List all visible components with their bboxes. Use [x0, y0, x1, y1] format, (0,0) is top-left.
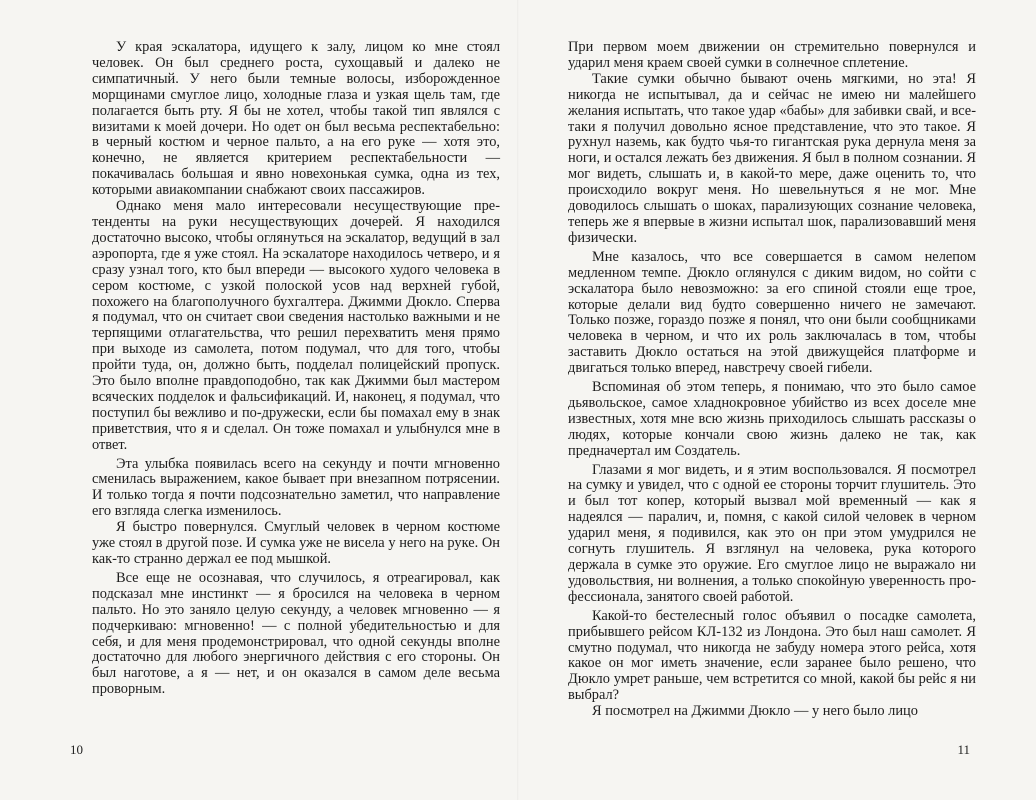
paragraph: Я посмотрел на Джимми Дюкло — у него было лицо [592, 703, 918, 720]
paragraph: Какой-то бестелесный голос объявил о посадке самолета, прибывшего рейсом КЛ-132 из Лондона. Это был наш самолет. Я смутно подумал, что никогда не забуду номера этого рейса, хотя какое он мог иметь значение, если заранее было решено, что Дюкло умрет раньше, чем встретится со мной, какой бы рейс я ни выбрал? [568, 607, 976, 704]
right-page [518, 0, 1036, 800]
paragraph: У края эскалатора, идущего к залу, лицом ко мне стоял человек. Он был среднего роста, сухощавый и далеко не симпатичный. У него были темные волосы, изборожденное морщинами смуглое лицо, холодные глаза и узкая щель там, где полагается быть рту. Я бы не хотел, чтобы такой тип являлся с визитами к моей дочери. Но одет он был весьма респектабельно: в черный костюм и черное пальто, а на его руке — хотя это, конечно, не является критерием респектабельности — покачивалась большая и явно новехонькая сумка, одна из тех, которыми авиакомпании снабжают своих пассажиров. [92, 39, 500, 199]
left-page-body [92, 40, 500, 698]
page-number-left: 10 [70, 742, 83, 757]
paragraph: Вспоминая об этом теперь, я понимаю, что это было самое дьявольское, самое хладнокровное убийство из всех доселе мне известных, хотя мне всю жизнь приходилось слышать рассказы о людях, которые кончали свою жизнь далеко не так, как предначертал им Создатель. [568, 379, 976, 459]
paragraph: Однако меня мало интересовали несуществующие претенденты на руки несуществующих дочерей. Я находился достаточно высоко, чтобы оглянуться на эскалатор, ведущий в зал аэропорта, где я уже стоял. На эскалаторе находилось четверо, и я сразу узнал того, кто был впереди — высокого худого человека в сером костюме, с узкой полоской усов над верхней губой, похожего на благополучного бухгалтера. Джимми Дюкло. Сперва я подумал, что он считает свои сведения настолько важными и не терпящими отлагательства, что решил перехватить меня прямо при выходе из самолета, потом подумал, что для того, чтобы пройти туда, он, должно быть, подделал полицейский пропуск. Это было вполне правдоподобно, так как Джимми был мастером всяческих подделок и фальсификаций. И, наконец, я подумал, что поступил бы вежливо и по-дружески, если бы помахал ему в знак приветствия, что я и сделал. Он тоже помахал и улыбнулся мне в ответ. [92, 198, 500, 453]
paragraph: Глазами я мог видеть, и я этим воспользовался. Я посмотрел на сумку и увидел, что с одной ее стороны торчит глушитель. Это и был тот копер, который вызвал мой временный — как я надеялся — паралич, и, помня, с какой силой человек в черном ударил меня, я подивился, как это он при этом умудрился не согнуть глушитель. Я взглянул на человека, рука которого держала в сумке это оружие. Его смуглое лицо не выражало ни удовольствия, ни волнения, а только спокойную уверенность профессионала, занятого своей работой. [568, 461, 976, 605]
page-number-right: 11 [957, 742, 970, 757]
paragraph: Эта улыбка появилась всего на секунду и почти мгновенно сменилась выражением, какое бывает при внезапном потрясении. И только тогда я почти подсознательно заметил, что направление его взгляда слегка изменилось. [92, 455, 500, 520]
right-page-body [568, 40, 976, 720]
paragraph: Такие сумки обычно бывают очень мягкими, но эта! Я никогда не испытывал, да и сейчас не имею ни малейшего желания испытать, что такое удар «бабы» для забивки свай, и все-таки я получил довольно ясное представление, что это такое. Я рухнул наземь, как будто чья-то гигантская рука дернула меня за ноги, и остался лежать без движения. Я был в полном сознании. Я мог видеть, слышать и, в какой-то мере, даже оценить то, что происходило вокруг меня. Но шевельнуться я не мог. Мне доводилось слышать о шоках, парализующих сознание человека, теперь же я впервые в жизни испытал шок, парализовавший меня физически. [568, 70, 976, 246]
paragraph: При первом моем движении он стремительно повернулся и ударил меня краем своей сумки в солнечное сплетение. [568, 39, 976, 71]
paragraph: Мне казалось, что все совершается в самом нелепом медленном темпе. Дюкло оглянулся с диким видом, но сойти с эскалатора было невозможно: за его спиной стояли еще трое, которые делали вид будто совершенно ничего не замечают. Только позже, гораздо позже я понял, что они были сообщниками человека в черном, и что их роль заключалась в том, чтобы заставить Дюкло остаться на этой движущейся платформе и двигаться только вперед, навстречу своей гибели. [568, 248, 976, 377]
paragraph: Я быстро повернулся. Смуглый человек в черном костюме уже стоял в другой позе. И сумка уже не висела у него на руке. Он как-то странно держал ее под мышкой. [92, 519, 500, 567]
paragraph: Все еще не осознавая, что случилось, я отреагировал, как подсказал мне инстинкт — я бросился на человека в черном пальто. Но это заняло целую секунду, а человек мгновенно — я подчеркиваю: мгновенно! — с полной убедительностью и для себя, и для меня продемонстрировал, что одной секунды вполне достаточно для любого энергичного действия с его стороны. Он был наготове, а я — нет, и он оказался в самом деле весьма проворным. [92, 569, 500, 698]
